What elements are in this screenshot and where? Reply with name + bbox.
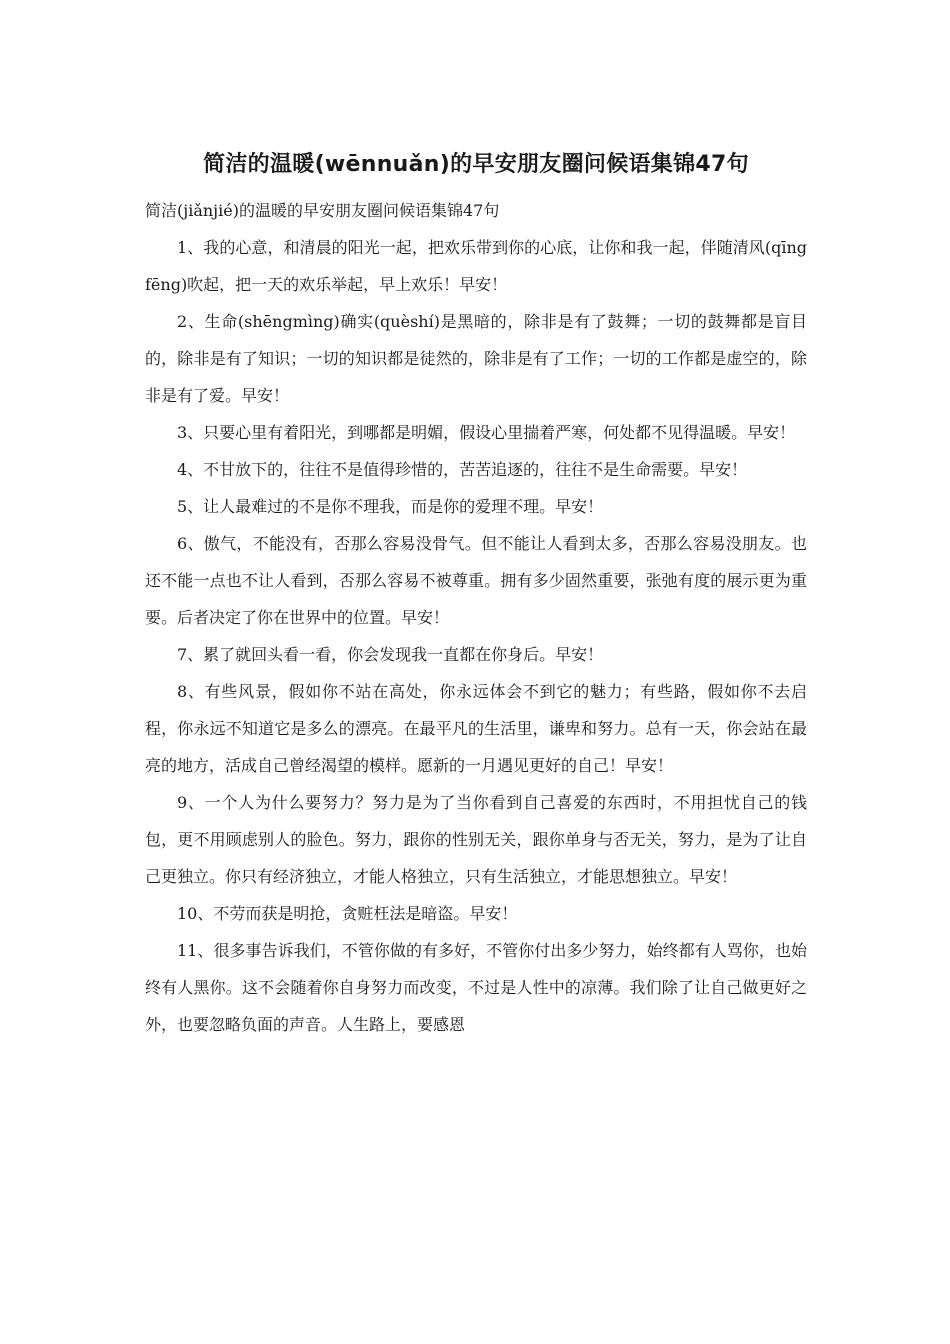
document-title: 简洁的温暖(wēnnuǎn)的早安朋友圈问候语集锦47句 xyxy=(203,152,749,177)
paragraph-8: 8、有些风景，假如你不站在高处，你永远体会不到它的魅力；有些路，假如你不去启程，你永远不知道它是多么的漂亮。在最平凡的生活里，谦卑和努力。总有一天，你会站在最亮的地方，活成自己曾经渴望的模样。愿新的一月遇见更好的自己！早安！ xyxy=(145,682,807,775)
paragraph-7: 7、累了就回头看一看，你会发现我一直都在你身后。早安！ xyxy=(177,645,604,664)
document-subtitle: 简洁(jiǎnjié)的温暖的早安朋友圈问候语集锦47句 xyxy=(145,201,500,220)
paragraph-9: 9、一个人为什么要努力？努力是为了当你看到自己喜爱的东西时，不用担忧自己的钱包，更不用顾虑别人的脸色。努力，跟你的性别无关，跟你单身与否无关，努力，是为了让自己更独立。你只有经济独立，才能人格独立，只有生活独立，才能思想独立。早安！ xyxy=(145,793,807,886)
paragraph-11: 11、很多事告诉我们，不管你做的有多好，不管你付出多少努力，始终都有人骂你，也始终有人黑你。这不会随着你自身努力而改变，不过是人性中的凉薄。我们除了让自己做更好之外，也要忽略负面的声音。人生路上，要感恩 xyxy=(145,941,807,1034)
paragraph-5: 5、让人最难过的不是你不理我，而是你的爱理不理。早安！ xyxy=(177,497,604,516)
paragraph-10: 10、不劳而获是明抢，贪赃枉法是暗盗。早安！ xyxy=(177,904,518,923)
paragraph-2: 2、生命(shēngmìng)确实(quèshí)是黑暗的，除非是有了鼓舞；一切的鼓舞都是盲目的，除非是有了知识；一切的知识都是徒然的，除非是有了工作；一切的工作都是虚空的，除非是有了爱。早安！ xyxy=(145,312,807,405)
paragraph-4: 4、不甘放下的，往往不是值得珍惜的，苦苦追逐的，往往不是生命需要。早安！ xyxy=(177,460,748,479)
paragraph-1: 1、我的心意，和清晨的阳光一起，把欢乐带到你的心底，让你和我一起，伴随清风(qīngfēng)吹起，把一天的欢乐举起，早上欢乐！早安！ xyxy=(145,238,807,294)
paragraph-3: 3、只要心里有着阳光，到哪都是明媚，假设心里揣着严寒，何处都不见得温暖。早安！ xyxy=(177,423,796,442)
document-page xyxy=(145,148,807,1043)
paragraph-6: 6、傲气，不能没有，否那么容易没骨气。但不能让人看到太多，否那么容易没朋友。也还不能一点也不让人看到，否那么容易不被尊重。拥有多少固然重要，张弛有度的展示更为重要。后者决定了你在世界中的位置。早安！ xyxy=(145,534,807,627)
